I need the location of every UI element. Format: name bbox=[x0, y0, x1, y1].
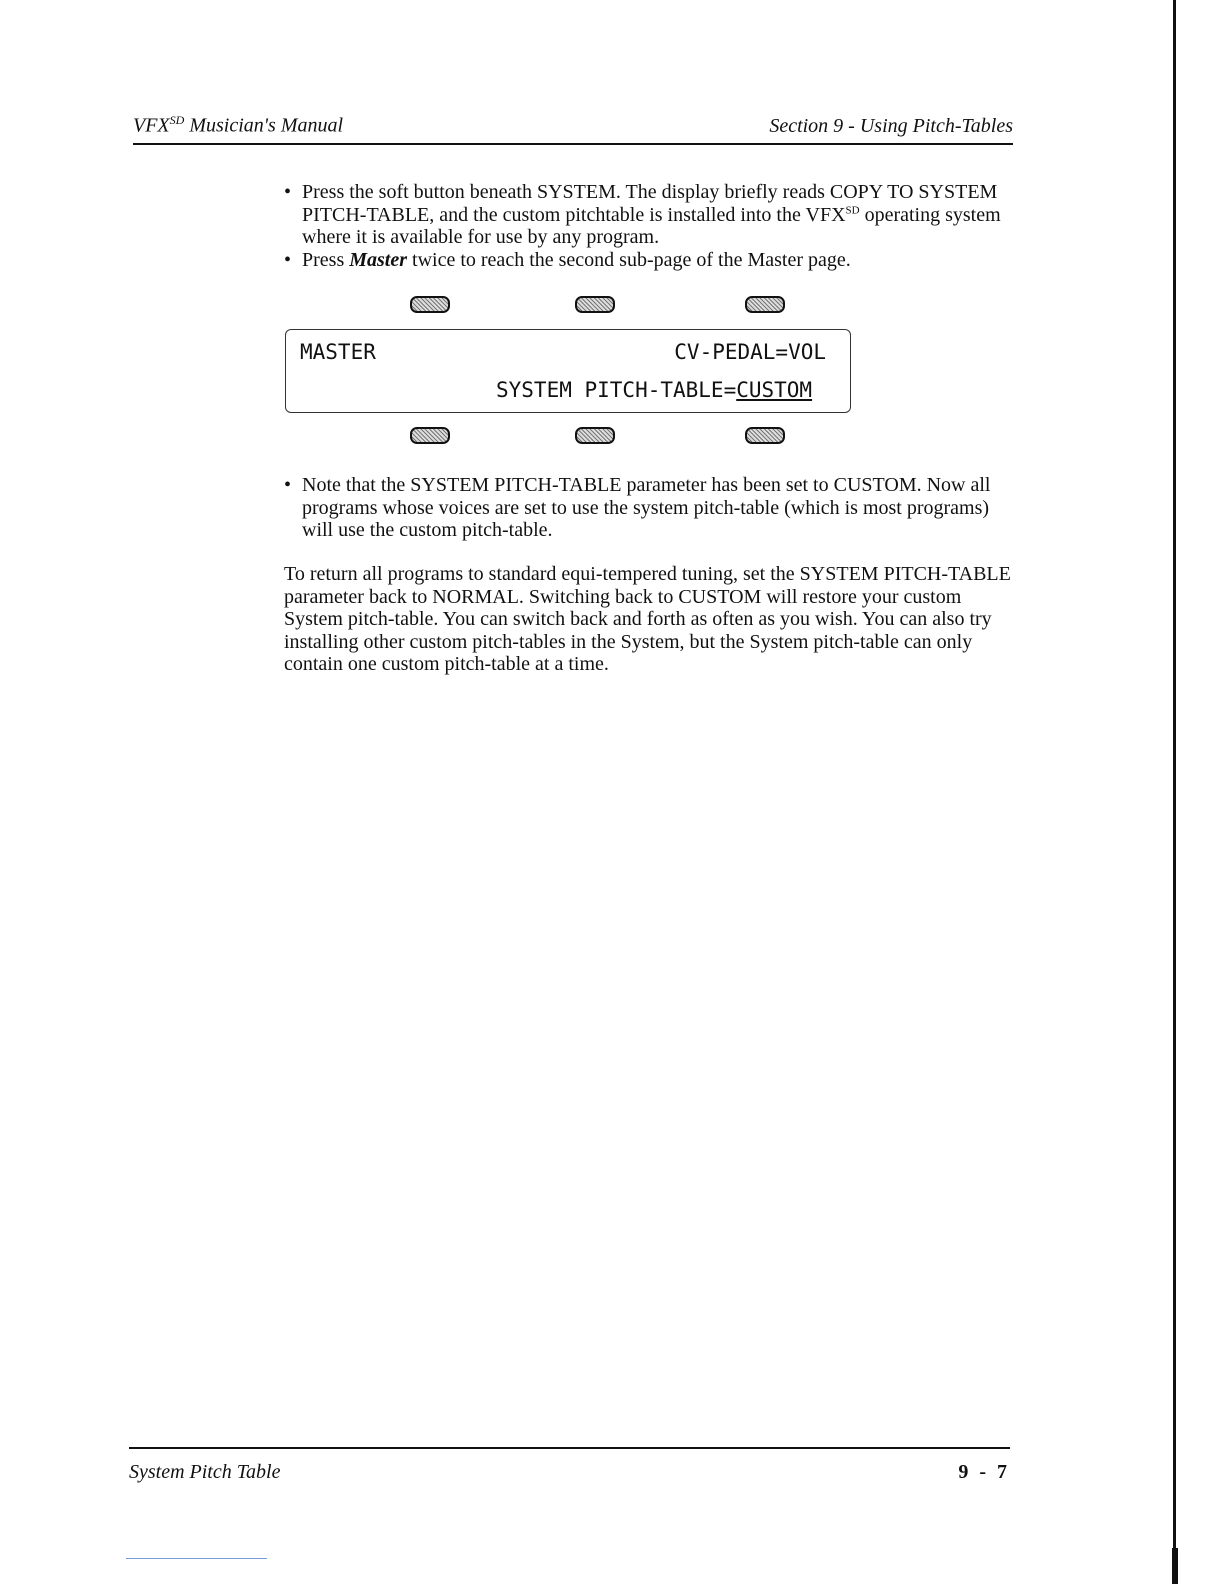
lcd-system-pitch-table: SYSTEM PITCH-TABLE=CUSTOM bbox=[496, 378, 813, 402]
master-button-reference: Master bbox=[349, 248, 408, 271]
list-item: • Note that the SYSTEM PITCH-TABLE parameter has been set to CUSTOM. Now all programs whose voices are set to use the system pitch-table (which is most programs) will use the custom pitch-table. bbox=[284, 474, 1014, 542]
soft-button-bottom-2[interactable] bbox=[575, 427, 615, 444]
lcd-cv-pedal-parameter: CV-PEDAL=VOL bbox=[674, 340, 826, 364]
page-right-edge bbox=[1173, 0, 1176, 1584]
page-right-edge-mark bbox=[1172, 1548, 1178, 1584]
note-list bbox=[284, 474, 1014, 542]
lcd-value-custom: CUSTOM bbox=[736, 378, 813, 402]
soft-button-bottom-3[interactable] bbox=[745, 427, 785, 444]
body-paragraph: To return all programs to standard equi-tempered tuning, set the SYSTEM PITCH-TABLE parameter back to NORMAL. Switching back to CUSTOM will restore your custom System pitch-table. You can switch back and forth as often as you wish. You can also try installing other custom pitch-tables in the System, but the System pitch-table can only contain one custom pitch-table at a time. bbox=[284, 563, 1011, 675]
lcd-page-name: MASTER bbox=[300, 340, 376, 364]
soft-button-top-1[interactable] bbox=[410, 296, 450, 313]
list-item: • Press the soft button beneath SYSTEM. The display briefly reads COPY TO SYSTEM PITCH-TABLE, and the custom pitchtable is installed into the $VFX^{SD}$ operating system where it is available for use by any program. bbox=[284, 181, 1014, 249]
lcd-display bbox=[285, 329, 851, 413]
manual-title: $VFX^{SD}$ Musician's Manual bbox=[133, 113, 344, 137]
bottom-rule bbox=[126, 1558, 267, 1559]
page-footer bbox=[129, 1447, 1010, 1483]
soft-button-top-2[interactable] bbox=[575, 296, 615, 313]
section-title: Section 9 - Using Pitch-Tables bbox=[769, 115, 1013, 137]
page-header bbox=[133, 113, 1013, 145]
instruction-list bbox=[284, 181, 1014, 271]
soft-button-bottom-1[interactable] bbox=[410, 427, 450, 444]
page-number: 9 - 7 bbox=[958, 1461, 1010, 1483]
list-item: • Press Master twice to reach the second sub-page of the Master page. bbox=[284, 249, 1014, 272]
soft-button-top-3[interactable] bbox=[745, 296, 785, 313]
footer-section-title: System Pitch Table bbox=[129, 1461, 281, 1483]
